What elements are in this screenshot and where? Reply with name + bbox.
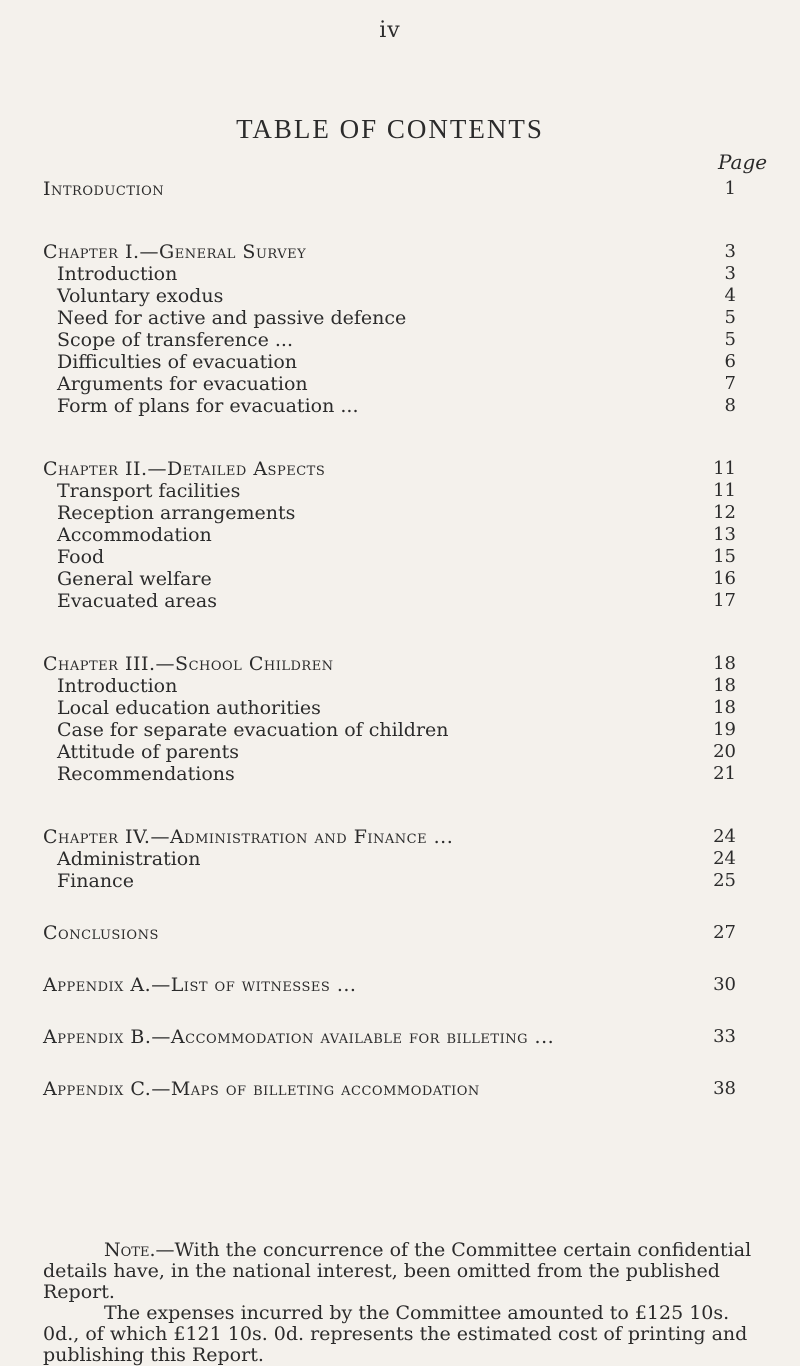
toc-entry[interactable]: [0, 351, 800, 373]
toc-label: Chapter IV.—Administration and Finance ...: [43, 826, 454, 848]
toc-label: General welfare: [57, 568, 212, 590]
toc-entry-appendix-b[interactable]: [0, 1026, 800, 1048]
page-column-label: Page: [718, 150, 768, 174]
toc-label: Local education authorities: [57, 697, 321, 719]
toc-entry-conclusions[interactable]: [0, 922, 800, 944]
toc-entry[interactable]: [0, 568, 800, 590]
page-title: TABLE OF CONTENTS: [236, 114, 544, 144]
toc-entry-appendix-c[interactable]: [0, 1078, 800, 1100]
toc-label: Appendix C.—Maps of billeting accommodation: [43, 1078, 480, 1100]
toc-entry[interactable]: [0, 763, 800, 785]
toc-page: 17: [713, 590, 736, 611]
toc-page: 27: [713, 922, 736, 943]
toc-page: 6: [724, 351, 736, 372]
toc-page: 3: [724, 241, 736, 262]
toc-label: Voluntary exodus: [57, 285, 224, 307]
toc-label: Recommendations: [57, 763, 235, 785]
toc-label: Transport facilities: [57, 480, 241, 502]
toc-page: 5: [724, 307, 736, 328]
toc-label: Introduction: [43, 178, 165, 200]
toc-label: Appendix A.—List of witnesses ...: [43, 974, 357, 996]
toc-entry[interactable]: [0, 285, 800, 307]
toc-page: 38: [713, 1078, 736, 1099]
toc-page: 3: [724, 263, 736, 284]
toc-label: Scope of transference ...: [57, 329, 293, 351]
toc-page: 1: [724, 178, 736, 199]
toc-label: Appendix B.—Accommodation available for billeting ...: [43, 1026, 555, 1048]
toc-label: Administration: [57, 848, 201, 870]
toc-entry-introduction[interactable]: [0, 178, 800, 200]
toc-label: Food: [57, 546, 105, 568]
toc-entry[interactable]: [0, 719, 800, 741]
toc-page: 21: [713, 763, 736, 784]
toc-page: 5: [724, 329, 736, 350]
toc-page: 33: [713, 1026, 736, 1047]
toc-label: Chapter II.—Detailed Aspects: [43, 458, 326, 480]
toc-page: 7: [724, 373, 736, 394]
toc-label: Reception arrangements: [57, 502, 296, 524]
toc-entry[interactable]: [0, 697, 800, 719]
toc-entry[interactable]: [0, 848, 800, 870]
toc-page: 24: [713, 848, 736, 869]
toc-label: Difficulties of evacuation: [57, 351, 297, 373]
toc-page: 12: [713, 502, 736, 523]
toc-entry-chapter-3[interactable]: [0, 653, 800, 675]
toc-entry[interactable]: [0, 870, 800, 892]
toc-page: 18: [713, 653, 736, 674]
note-paragraph-2: The expenses incurred by the Committee amounted to £125 10s. 0d., of which £121 10s. 0d. represents the estimated cost of printing and publishing this Report.: [43, 1302, 748, 1366]
page-number: iv: [379, 18, 401, 43]
toc-entry[interactable]: [0, 395, 800, 417]
toc-label: Chapter III.—School Children: [43, 653, 334, 675]
toc-page: 18: [713, 697, 736, 718]
toc-label: Evacuated areas: [57, 590, 217, 612]
toc-page: 8: [724, 395, 736, 416]
toc-page: 11: [713, 458, 736, 479]
toc-entry[interactable]: [0, 675, 800, 697]
toc-label: Need for active and passive defence: [57, 307, 407, 329]
toc-label: Conclusions: [43, 922, 159, 944]
toc-page: 15: [713, 546, 736, 567]
toc-label: Finance: [57, 870, 134, 892]
toc-page: 30: [713, 974, 736, 995]
toc-entry[interactable]: [0, 502, 800, 524]
toc-label: Chapter I.—General Survey: [43, 241, 307, 263]
toc-entry[interactable]: [0, 741, 800, 763]
toc-entry[interactable]: [0, 590, 800, 612]
note-heading: Note.: [104, 1239, 156, 1261]
table-of-contents: [0, 178, 800, 1100]
toc-page: 16: [713, 568, 736, 589]
toc-entry[interactable]: [0, 480, 800, 502]
toc-page: 4: [724, 285, 736, 306]
toc-entry[interactable]: [0, 546, 800, 568]
toc-entry[interactable]: [0, 524, 800, 546]
toc-entry[interactable]: [0, 329, 800, 351]
footnote: [43, 1240, 763, 1366]
toc-page: 20: [713, 741, 736, 762]
note-paragraph-1: Note.—With the concurrence of the Committee certain confidential details have, in the national interest, been omitted from the published Report.: [43, 1239, 752, 1303]
toc-page: 13: [713, 524, 736, 545]
toc-entry[interactable]: [0, 373, 800, 395]
toc-entry[interactable]: [0, 263, 800, 285]
toc-label: Attitude of parents: [57, 741, 240, 763]
toc-page: 24: [713, 826, 736, 847]
toc-label: Case for separate evacuation of children: [57, 719, 449, 741]
toc-page: 11: [713, 480, 736, 501]
toc-entry[interactable]: [0, 307, 800, 329]
toc-label: Arguments for evacuation: [57, 373, 308, 395]
toc-label: Form of plans for evacuation ...: [57, 395, 359, 417]
toc-page: 18: [713, 675, 736, 696]
toc-entry-chapter-4[interactable]: [0, 826, 800, 848]
toc-label: Introduction: [57, 675, 178, 697]
toc-label: Accommodation: [57, 524, 212, 546]
toc-entry-chapter-2[interactable]: [0, 458, 800, 480]
toc-entry-chapter-1[interactable]: [0, 241, 800, 263]
toc-page: 25: [713, 870, 736, 891]
toc-page: 19: [713, 719, 736, 740]
toc-label: Introduction: [57, 263, 178, 285]
toc-entry-appendix-a[interactable]: [0, 974, 800, 996]
